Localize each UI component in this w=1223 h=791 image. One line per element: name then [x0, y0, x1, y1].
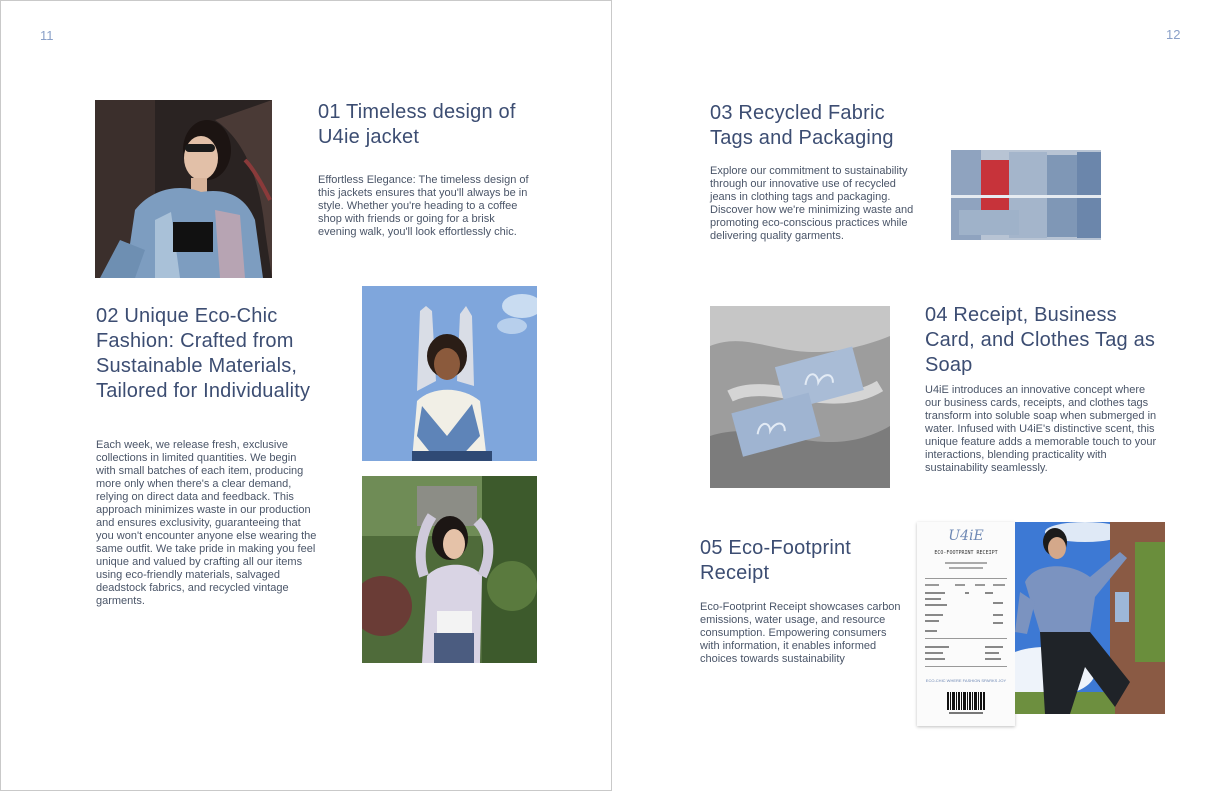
- receipt-tagline: ECO-CHIC WHERE FASHION SPARKS JOY: [925, 678, 1007, 683]
- eco-footprint-receipt: [917, 522, 1015, 726]
- ivy-garden-photo: [362, 476, 537, 663]
- page-number-right: 12: [1166, 27, 1181, 42]
- receipt-logo: U4iE: [948, 528, 984, 544]
- blue-sweater-photo: [1015, 522, 1165, 714]
- denim-jacket-photo: [95, 100, 272, 278]
- section-02-title: 02 Unique Eco-Chic Fashion: Crafted from Sustainable Materials, Tailored for Individuality: [96, 305, 311, 402]
- section-03-body: Explore our commitment to sustainability through our innovative use of recycled jeans in clothing tags and packaging. Discover how we're minimizing waste and promoting eco-conscious practices while delivering quality garments.: [710, 165, 914, 242]
- barcode: [947, 692, 985, 714]
- denim-packaging-photo: [939, 130, 1119, 275]
- section-04-body: U4iE introduces an innovative concept where our business cards, receipts, and clothes tags transform into soluble soap when submerged in water. Infused with U4iE's distinctive scent, this unique feature adds a memorable touch to your interactions, blending practicality with sustainability seamlessly.: [925, 384, 1157, 474]
- receipt-title: ECO-FOOTPRINT RECEIPT: [934, 550, 998, 556]
- right-page: [612, 0, 1223, 791]
- section-01-body: Effortless Elegance: The timeless design of this jackets ensures that you'll always be in style. Whether you're heading to a coffee shop with friends or going for a brisk evening walk, you'll look effortlessly chic.: [318, 174, 529, 238]
- section-02-body: Each week, we release fresh, exclusive collections in limited quantities. We begin with small batches of each item, producing more only when there's a clear demand, relying on direct data and feedback. This approach minimizes waste in our production and ensures exclusivity, guaranteeing that you won't encounter anyone else wearing the same outfit. We take pride in making you feel unique and valued by crafting all our items using eco-friendly materials, salvaged deadstock fabrics, and recycled vintage garments.: [96, 439, 317, 607]
- section-03-title: 03 Recycled Fabric Tags and Packaging: [710, 102, 894, 149]
- section-04-title: 04 Receipt, Business Card, and Clothes Tag as Soap: [925, 304, 1156, 376]
- sky-sweater-photo: [362, 286, 537, 461]
- receipt-lines: [925, 562, 1007, 682]
- section-05-title: 05 Eco-Footprint Receipt: [700, 537, 852, 584]
- soap-cards-photo: [710, 306, 890, 488]
- page-number-left: 11: [40, 28, 54, 43]
- section-01-title: 01 Timeless design of U4ie jacket: [318, 101, 516, 148]
- section-05-body: Eco-Footprint Receipt showcases carbon emissions, water usage, and resource consumption. Empowering consumers with information, it enables informed choices towards sustainability: [700, 601, 901, 665]
